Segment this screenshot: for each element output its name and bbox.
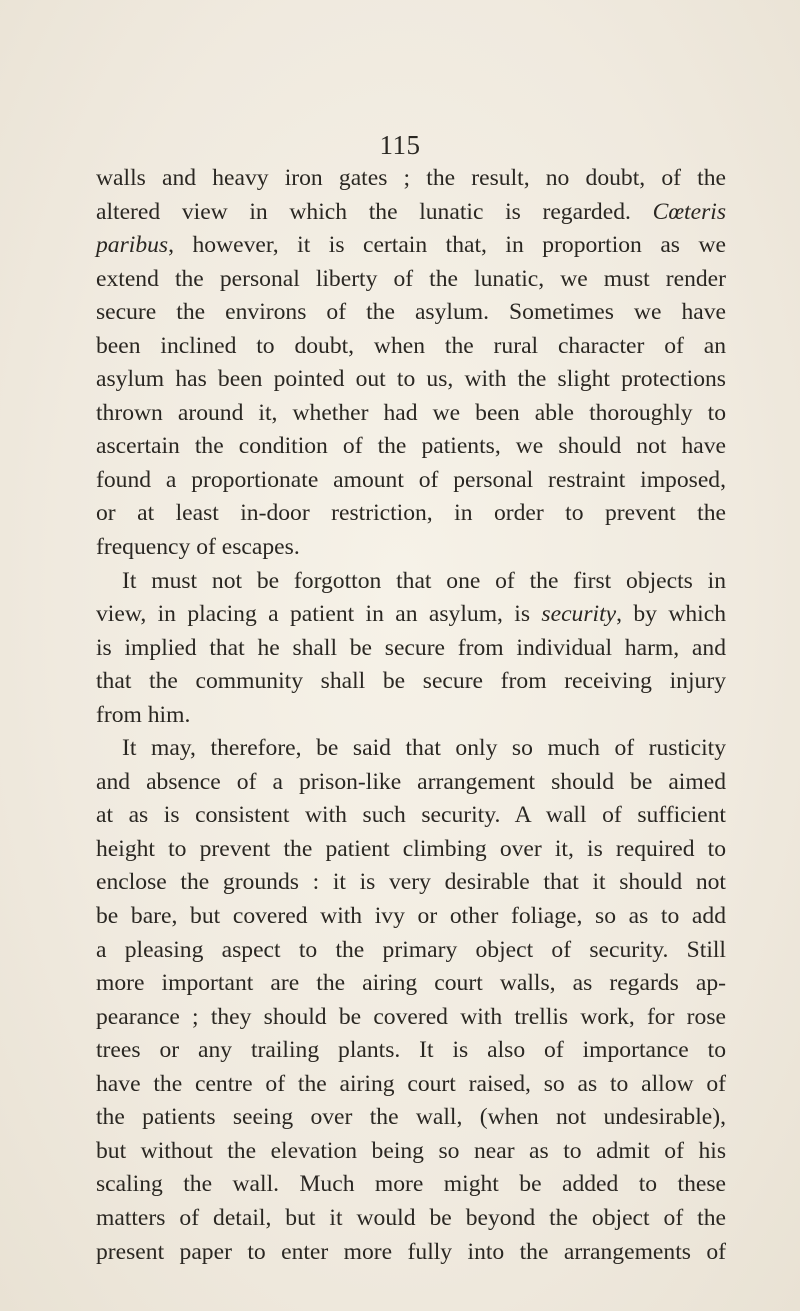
text-line (96, 296, 726, 330)
text-segment: It must not be forgotton that one of the first objects in (122, 567, 726, 594)
text-line (96, 799, 726, 833)
text-segment: from him. (96, 701, 191, 728)
text-line (96, 1202, 726, 1236)
text-line (96, 967, 726, 1001)
text-line (96, 430, 726, 464)
text-segment: at as is consistent with such security. A wall of sufficient (96, 802, 726, 829)
text-line (96, 565, 726, 599)
text-segment: is implied that he shall be secure from individual harm, and (96, 634, 726, 661)
text-line (96, 866, 726, 900)
page-number: 115 (379, 130, 421, 160)
italic-text-segment: paribus (96, 232, 169, 259)
body-text (96, 162, 726, 1269)
text-line (96, 665, 726, 699)
text-segment: but without the elevation being so near as to admit of his (96, 1137, 726, 1164)
text-segment: altered view in which the lunatic is regarded. (96, 198, 653, 225)
text-line (96, 1168, 726, 1202)
text-line (96, 699, 726, 733)
text-line (96, 229, 726, 263)
text-line (96, 531, 726, 565)
text-line (96, 934, 726, 968)
text-segment: or at least in-door restriction, in order to prevent the (96, 500, 726, 527)
text-segment: a pleasing aspect to the primary object of security. Still (96, 936, 726, 963)
text-segment: matters of detail, but it would be beyond the object of the (96, 1204, 726, 1231)
text-line (96, 263, 726, 297)
text-segment: trees or any trailing plants. It is also of importance to (96, 1037, 726, 1064)
text-line (96, 1001, 726, 1035)
text-segment: , by which (616, 601, 726, 628)
text-segment: enclose the grounds : it is very desirable that it should not (96, 869, 726, 896)
text-segment: It may, therefore, be said that only so much of rusticity (122, 735, 726, 762)
text-line (96, 1068, 726, 1102)
text-line (96, 1236, 726, 1270)
text-segment: view, in placing a patient in an asylum, is (96, 601, 542, 628)
text-line (96, 598, 726, 632)
text-segment: that the community shall be secure from receiving injury (96, 668, 726, 695)
italic-text-segment: Cœteris (652, 198, 726, 225)
text-segment: asylum has been pointed out to us, with the slight protections (96, 366, 726, 393)
italic-text-segment: security (541, 601, 617, 628)
text-line (96, 1034, 726, 1068)
text-line (96, 732, 726, 766)
text-line (96, 900, 726, 934)
text-line (96, 464, 726, 498)
text-segment: thrown around it, whether had we been able thoroughly to (96, 399, 726, 426)
text-line (96, 330, 726, 364)
text-segment: more important are the airing court walls, as regards ap- (96, 970, 726, 997)
text-segment: extend the personal liberty of the lunatic, we must render (96, 265, 726, 292)
text-segment: and absence of a prison-like arrangement should be aimed (96, 768, 726, 795)
text-segment: found a proportionate amount of personal restraint imposed, (96, 466, 726, 493)
text-segment: pearance ; they should be covered with trellis work, for rose (96, 1003, 726, 1030)
text-segment: walls and heavy iron gates ; the result, no doubt, of the (96, 165, 726, 191)
text-line (96, 1101, 726, 1135)
text-line (96, 497, 726, 531)
text-segment: frequency of escapes. (96, 534, 300, 561)
text-segment: been inclined to doubt, when the rural character of an (96, 332, 726, 359)
text-line (96, 196, 726, 230)
text-line (96, 833, 726, 867)
text-segment: have the centre of the airing court raised, so as to allow of (96, 1070, 726, 1097)
text-segment: scaling the wall. Much more might be added to these (96, 1171, 726, 1198)
text-segment: secure the environs of the asylum. Sometimes we have (96, 299, 726, 326)
text-segment: height to prevent the patient climbing over it, is required to (96, 835, 726, 862)
text-segment: , however, it is certain that, in proportion as we (168, 232, 726, 259)
text-segment: present paper to enter more fully into the arrangements of (96, 1238, 726, 1265)
text-segment: the patients seeing over the wall, (when not undesirable), (96, 1104, 726, 1131)
text-segment: be bare, but covered with ivy or other foliage, so as to add (96, 903, 726, 930)
text-line (96, 363, 726, 397)
text-line (96, 632, 726, 666)
text-segment: ascertain the condition of the patients, we should not have (96, 433, 726, 460)
text-line (96, 397, 726, 431)
text-line (96, 766, 726, 800)
text-line (96, 1135, 726, 1169)
text-line (96, 162, 726, 196)
